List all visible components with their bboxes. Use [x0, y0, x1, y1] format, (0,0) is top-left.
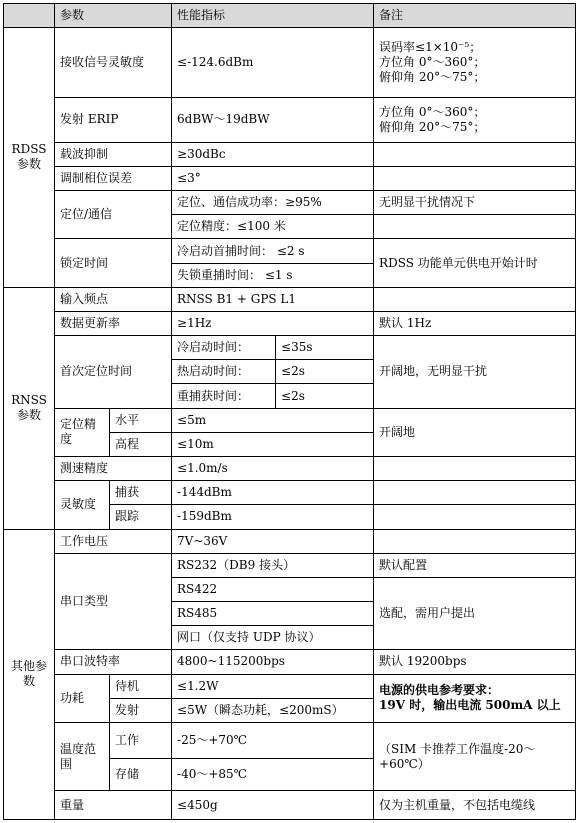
value-speed: ≤1.0m/s [172, 457, 374, 481]
note-empty [374, 215, 576, 239]
table-row [4, 457, 576, 481]
table-row [4, 311, 576, 335]
note-position: 无明显干扰情况下 [374, 191, 576, 215]
note-empty [374, 142, 576, 166]
value-erip: 6dBW～19dBW [172, 97, 374, 142]
note-line: 俯仰角 20°～75°； [379, 69, 486, 84]
table-row [4, 674, 576, 698]
power-standby-value: ≤1.2W [172, 674, 374, 698]
header-note: 备注 [374, 4, 576, 28]
note-empty [374, 505, 576, 529]
note-baud: 默认 19200bps [374, 650, 576, 674]
sens-acq-label: 捕获 [110, 481, 172, 505]
param-rx-sensitivity: 接收信号灵敏度 [55, 28, 172, 97]
note-line: 方位角 0°～360°； [379, 54, 486, 69]
note-update: 默认 1Hz [374, 311, 576, 335]
value-rs485: RS485 [172, 602, 374, 626]
table-row [4, 336, 576, 360]
table-row [4, 239, 576, 263]
param-power: 功耗 [55, 674, 110, 722]
note-power [374, 674, 576, 722]
note-empty [374, 481, 576, 505]
ttff-value: ≤2s [276, 360, 374, 384]
note-rx-sensitivity [374, 28, 576, 97]
value-freq: RNSS B1 + GPS L1 [172, 287, 374, 311]
spec-table [3, 3, 576, 820]
value-position-rate: 定位、通信成功率：≥95% [172, 191, 374, 215]
value-baud: 4800~115200bps [172, 650, 374, 674]
note-accuracy: 开阔地 [374, 408, 576, 456]
accuracy-h-label: 水平 [110, 408, 172, 432]
table-row [4, 97, 576, 142]
accuracy-v-value: ≤10m [172, 432, 374, 456]
group-rdss: RDSS参数 [4, 28, 55, 288]
param-erip: 发射 ERIP [55, 97, 172, 142]
value-lock-cold: 冷启动首捕时间： ≤2 s [172, 239, 374, 263]
note-serial-optional: 选配，需用户提出 [374, 577, 576, 650]
param-weight: 重量 [55, 791, 172, 820]
table-row [4, 142, 576, 166]
param-carrier: 载波抑制 [55, 142, 172, 166]
param-sensitivity: 灵敏度 [55, 481, 110, 529]
note-erip [374, 97, 576, 142]
value-phase: ≤3° [172, 166, 374, 190]
sens-trk-label: 跟踪 [110, 505, 172, 529]
temp-work-label: 工作 [110, 722, 172, 758]
header-row [4, 4, 576, 28]
note-empty [374, 287, 576, 311]
param-update: 数据更新率 [55, 311, 172, 335]
note-line: 方位角 0°～360°； [379, 104, 486, 119]
temp-store-label: 存储 [110, 758, 172, 791]
table-row [4, 722, 576, 758]
note-lock: RDSS 功能单元供电开始计时 [374, 239, 576, 287]
note-line: 电源的供电参考要求： [379, 683, 500, 698]
param-phase: 调制相位误差 [55, 166, 172, 190]
temp-work-value: -25～+70℃ [172, 722, 374, 758]
value-network: 网口（仅支持 UDP 协议） [172, 626, 374, 650]
param-freq: 输入频点 [55, 287, 172, 311]
ttff-name: 冷启动时间： [172, 336, 276, 360]
param-serial: 串口类型 [55, 553, 172, 650]
power-standby-label: 待机 [110, 674, 172, 698]
param-accuracy: 定位精度 [55, 408, 110, 456]
table-row [4, 28, 576, 97]
value-lock-reacq: 失锁重捕时间： ≤1 s [172, 263, 374, 287]
table-row [4, 481, 576, 505]
note-line: 俯仰角 20°～75°； [379, 119, 486, 134]
param-voltage: 工作电压 [55, 529, 172, 553]
header-spec: 性能指标 [172, 4, 374, 28]
temp-store-value: -40～+85℃ [172, 758, 374, 791]
note-line: 19V 时，输出电流 500mA 以上 [379, 698, 561, 713]
table-row [4, 287, 576, 311]
accuracy-h-value: ≤5m [172, 408, 374, 432]
param-speed: 测速精度 [55, 457, 172, 481]
note-ttff: 开阔地，无明显干扰 [374, 336, 576, 409]
note-empty [374, 166, 576, 190]
note-line: 误码率≤1×10⁻⁵； [379, 39, 482, 54]
value-weight: ≤450g [172, 791, 374, 820]
power-tx-label: 发射 [110, 698, 172, 722]
sens-trk-value: -159dBm [172, 505, 374, 529]
group-rnss: RNSS参数 [4, 287, 55, 529]
value-update: ≥1Hz [172, 311, 374, 335]
table-row [4, 408, 576, 432]
table-row [4, 166, 576, 190]
header-blank [4, 4, 55, 28]
note-weight: 仅为主机重量，不包括电缆线 [374, 791, 576, 820]
table-row [4, 553, 576, 577]
table-row [4, 791, 576, 820]
param-position: 定位/通信 [55, 191, 172, 239]
accuracy-v-label: 高程 [110, 432, 172, 456]
ttff-name: 热启动时间： [172, 360, 276, 384]
value-rs422: RS422 [172, 577, 374, 601]
value-rx-sensitivity: ≤-124.6dBm [172, 28, 374, 97]
sens-acq-value: -144dBm [172, 481, 374, 505]
param-temp: 温度范围 [55, 722, 110, 790]
value-rs232: RS232（DB9 接头） [172, 553, 374, 577]
param-lock: 锁定时间 [55, 239, 172, 287]
note-empty [374, 457, 576, 481]
ttff-value: ≤2s [276, 384, 374, 408]
table-row [4, 650, 576, 674]
note-empty [374, 529, 576, 553]
note-rs232: 默认配置 [374, 553, 576, 577]
ttff-value: ≤35s [276, 336, 374, 360]
note-temp: （SIM 卡推荐工作温度-20～+60℃） [374, 722, 576, 790]
value-position-accuracy: 定位精度：≤100 米 [172, 215, 374, 239]
value-carrier: ≥30dBc [172, 142, 374, 166]
header-param: 参数 [55, 4, 172, 28]
ttff-name: 重捕获时间： [172, 384, 276, 408]
table-row [4, 529, 576, 553]
table-row [4, 191, 576, 215]
param-baud: 串口波特率 [55, 650, 172, 674]
group-other: 其他参数 [4, 529, 55, 819]
value-voltage: 7V~36V [172, 529, 374, 553]
param-ttff: 首次定位时间 [55, 336, 172, 409]
power-tx-value: ≤5W（瞬态功耗，≤200mS） [172, 698, 374, 722]
